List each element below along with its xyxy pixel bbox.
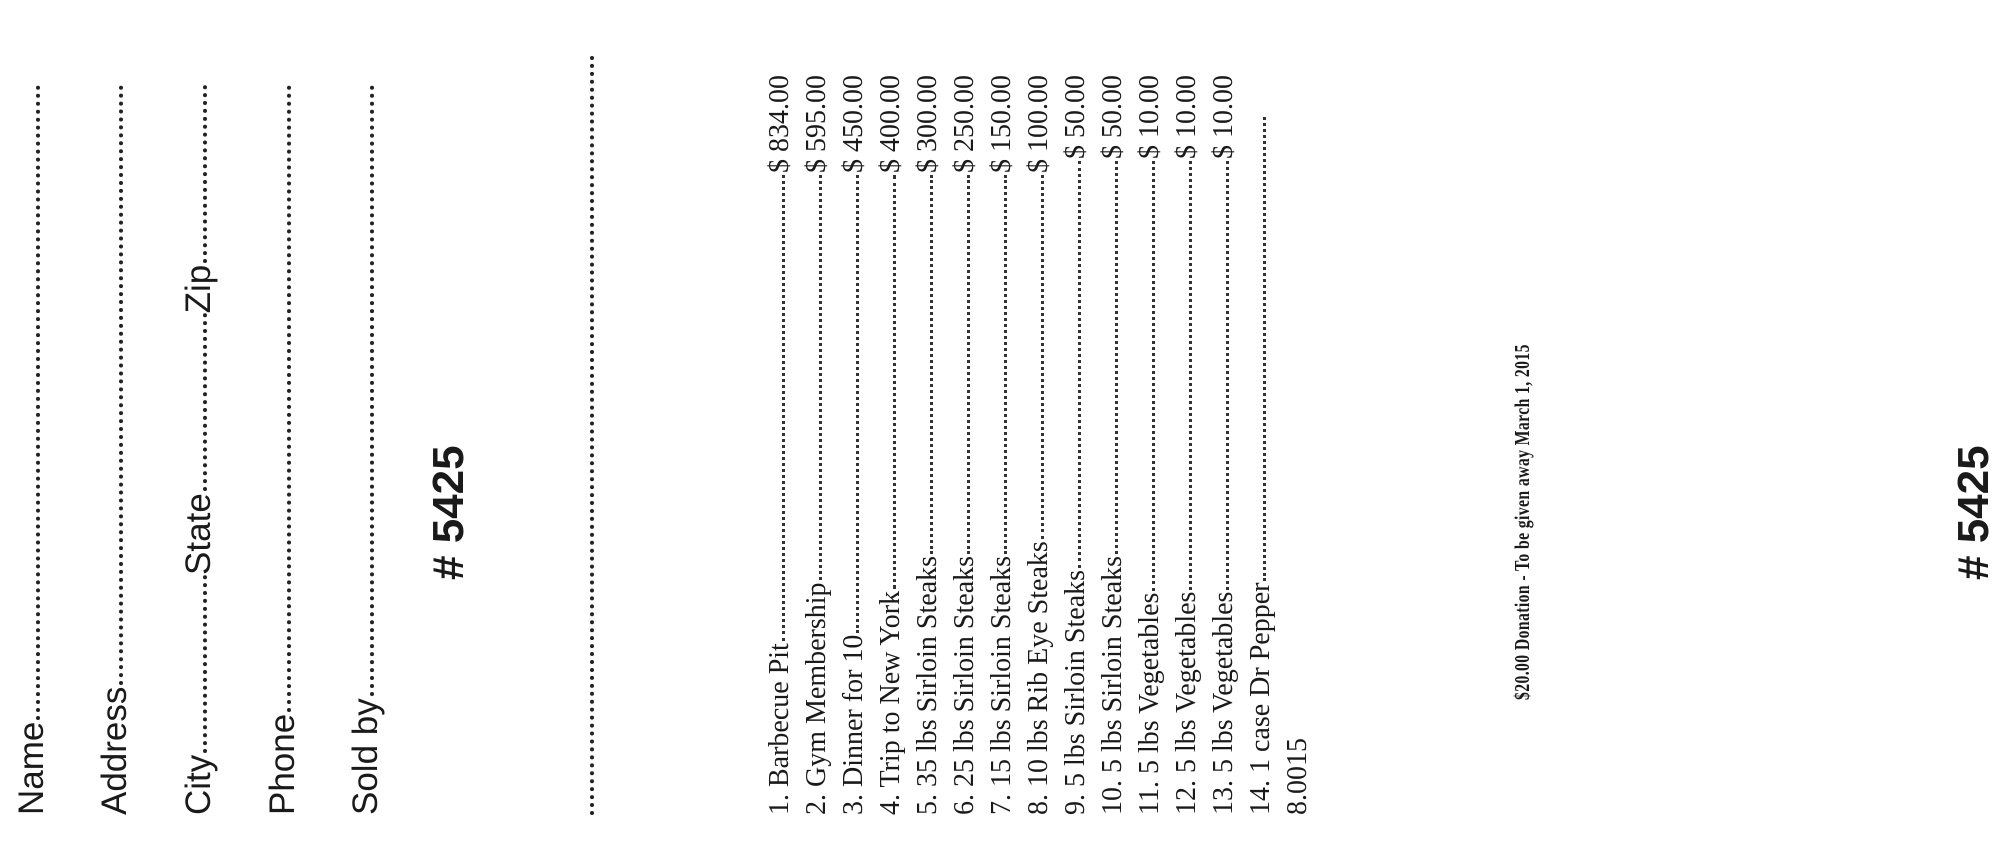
list-item [803,75,831,815]
perforation-line [590,55,594,815]
prize-leader [1263,117,1266,581]
list-item [914,75,942,815]
name-field[interactable] [14,85,49,815]
list-item [1136,75,1164,815]
prize-value: $ 100.00 [1023,75,1054,173]
name-label: Name [12,721,51,815]
prize-value: $ 150.00 [986,75,1017,173]
sold-by-field[interactable] [348,85,383,815]
prize-label: 13. 5 lbs Vegetables [1208,591,1239,815]
list-item [951,75,979,815]
prize-label: 1. Barbecue Pit [764,643,795,815]
address-field[interactable] [97,85,132,815]
prize-leader [893,175,896,589]
prize-label: 14. 1 case Dr Pepper [1245,582,1276,815]
city-label: City [179,754,218,815]
prize-leader [1115,161,1118,554]
prize-label: 3. Dinner for 10 [838,634,869,815]
prize-value: $ 10.00 [1208,75,1239,159]
prize-leader [967,175,970,554]
prize-label: 5. 35 lbs Sirloin Steaks [912,555,943,815]
sold-by-label: Sold by [346,698,385,815]
prize-value: $ 300.00 [912,75,943,173]
prize-label: 7. 15 lbs Sirloin Steaks [986,555,1017,815]
list-item [840,75,868,815]
city-state-zip-field[interactable] [181,85,216,815]
prize-label: 4. Trip to New York [875,590,906,815]
address-label: Address [95,686,134,815]
ticket-number: # 5425 [1949,445,1998,580]
list-item [1247,115,1275,815]
address-dotted-line [119,85,123,685]
prize-label: 2. Gym Membership [801,582,832,815]
prize-leader [1041,175,1044,539]
name-dotted-line [36,85,40,720]
prize-leader [930,175,933,554]
city-dotted-line [203,575,207,753]
prize-leader [1004,175,1007,554]
list-item [1173,75,1201,815]
prize-label: 8. 10 lbs Rib Eye Steaks [1023,541,1054,815]
prize-value: $ 50.00 [1097,75,1128,159]
phone-dotted-line [287,85,291,712]
list-item [877,75,905,815]
prize-footer-code: 8.0015 [1282,738,1313,815]
donation-text: $20.00 Donation - To be given away March 1, 2015 [1510,344,1534,700]
prize-label: 12. 5 lbs Vegetables [1171,591,1202,815]
prize-value: $ 10.00 [1171,75,1202,159]
prize-value: $ 250.00 [949,75,980,173]
state-label: State [179,493,218,575]
prize-label: 6. 25 lbs Sirloin Steaks [949,555,980,815]
list-item [988,75,1016,815]
prize-value: $ 10.00 [1134,75,1165,159]
prize-label: 11. 5 lbs Vegetables [1134,592,1165,815]
phone-field[interactable] [265,85,300,815]
list-item [1062,75,1090,815]
prize-leader [1152,161,1155,591]
prize-value: $ 450.00 [838,75,869,173]
prize-label: 9. 5 lbs Sirloin Steaks [1060,569,1091,815]
prize-label: 10. 5 lbs Sirloin Steaks [1097,555,1128,815]
prize-value: $ 834.00 [764,75,795,173]
list-item [766,75,794,815]
list-item [1210,75,1238,815]
list-item [1099,75,1127,815]
prize-leader [1078,161,1081,568]
prize-value: $ 400.00 [875,75,906,173]
prize-leader [856,175,859,633]
zip-label: Zip [179,264,218,314]
prize-leader [819,175,822,580]
prize-leader [782,175,785,641]
prize-value: $ 50.00 [1060,75,1091,159]
zip-dotted-line [203,85,207,263]
prize-leader [1189,161,1192,590]
prize-leader [1226,161,1229,590]
list-item [1025,75,1053,815]
phone-label: Phone [263,713,302,815]
state-dotted-line [203,313,207,491]
stub-ticket-number: # 5425 [424,445,473,580]
sold-by-dotted-line [370,85,374,696]
prize-value: $ 595.00 [801,75,832,173]
